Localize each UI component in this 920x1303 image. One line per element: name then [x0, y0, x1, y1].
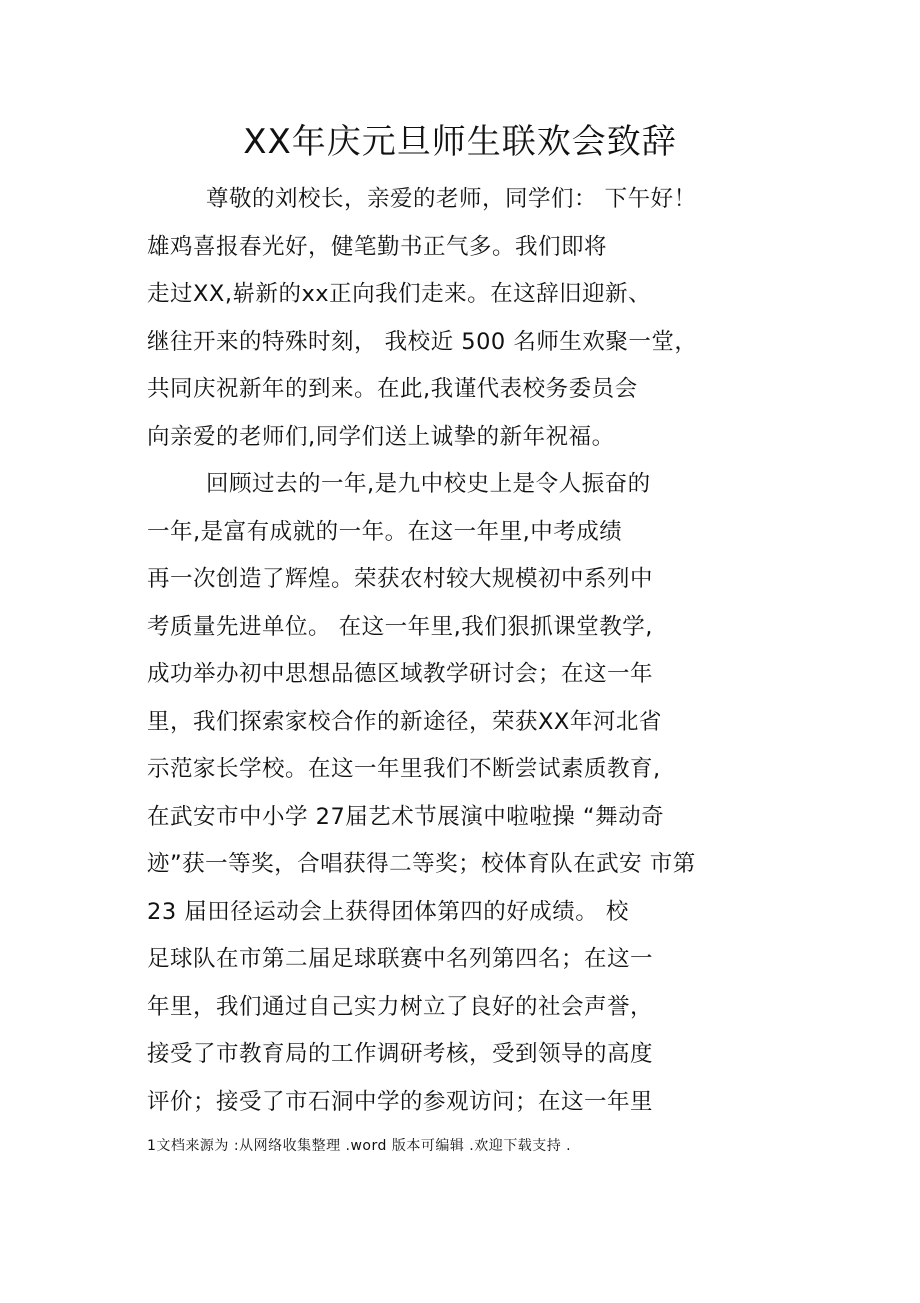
text-line: 接受了市教育局的工作调研考核，受到领导的高度 [147, 1041, 654, 1067]
text-line: 共同庆祝新年的到来。在此,我谨代表校务委员会 [147, 376, 638, 402]
document-body [147, 176, 787, 1126]
document-title: XX年庆元旦师生联欢会致辞 [243, 122, 677, 162]
text-line: 评价；接受了市石洞中学的参观访问；在这一年里 [147, 1088, 654, 1115]
text-line: 尊敬的刘校长，亲爱的老师，同学们： 下午好！ [206, 186, 697, 212]
text-line: 示范家长学校。在这一年里我们不断尝试素质教育, [147, 756, 661, 782]
text-line: 足球队在市第二届足球联赛中名列第四名；在这一 [147, 946, 654, 972]
text-line: 再一次创造了辉煌。荣获农村较大规模初中系列中 [147, 566, 654, 592]
text-line: 走过XX,崭新的xx正向我们走来。在这辞旧迎新、 [147, 281, 652, 307]
text-line: 年里，我们通过自己实力树立了良好的社会声誉， [147, 993, 654, 1020]
text-line: 23 届田径运动会上获得团体第四的好成绩。 校 [147, 898, 629, 925]
text-line: 雄鸡喜报春光好，健笔勤书正气多。我们即将 [147, 233, 608, 260]
text-line: 在武安市中小学 27届艺术节展演中啦啦操 “舞动奇 [147, 803, 665, 830]
text-line: 迹”获一等奖，合唱获得二等奖；校体育队在武安 市第 [147, 851, 696, 877]
text-line: 考质量先进单位。 在这一年里,我们狠抓课堂教学, [147, 613, 653, 640]
text-line: 一年,是富有成就的一年。在这一年里,中考成绩 [147, 518, 623, 545]
text-line: 继往开来的特殊时刻， 我校近 500 名师生欢聚一堂， [147, 328, 698, 355]
text-line: 成功举办初中思想品德区域教学研讨会；在这一年 [147, 661, 654, 687]
text-line: 回顾过去的一年,是九中校史上是令人振奋的 [206, 471, 651, 497]
text-line: 里，我们探索家校合作的新途径，荣获XX年河北省 [147, 708, 662, 735]
page-footer: 1文档来源为 :从网络收集整理 .word 版本可编辑 .欢迎下载支持 . [147, 1138, 572, 1154]
text-line: 向亲爱的老师们,同学们送上诚挚的新年祝福。 [147, 423, 615, 450]
